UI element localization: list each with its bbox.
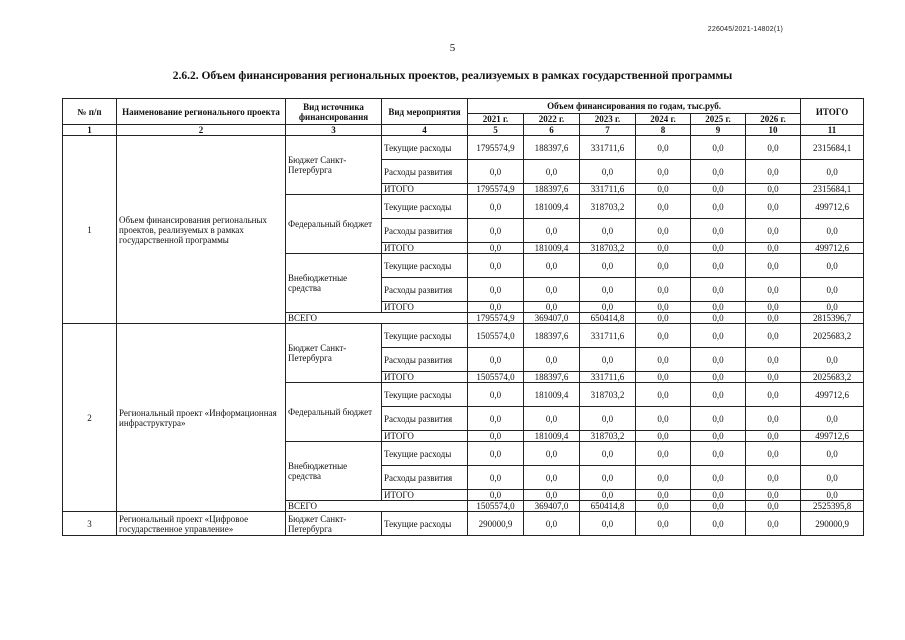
total-cell: 0,0	[801, 348, 864, 372]
total-cell: 0,0	[801, 160, 864, 184]
value-cell: 0,0	[691, 302, 746, 313]
value-cell: 0,0	[580, 278, 636, 302]
value-cell: 0,0	[636, 219, 691, 243]
header-activity: Вид мероприятия	[382, 99, 468, 125]
project-number: 1	[63, 136, 117, 324]
value-cell: 0,0	[468, 219, 524, 243]
value-cell: 188397,6	[524, 324, 580, 348]
value-cell: 0,0	[746, 243, 801, 254]
value-cell: 318703,2	[580, 195, 636, 219]
activity-itogo: ИТОГО	[382, 372, 468, 383]
value-cell: 0,0	[636, 254, 691, 278]
activity-development: Расходы развития	[382, 219, 468, 243]
value-cell: 1505574,0	[468, 372, 524, 383]
value-cell: 0,0	[580, 466, 636, 490]
total-cell: 2315684,1	[801, 136, 864, 160]
value-cell: 0,0	[691, 184, 746, 195]
value-cell: 0,0	[746, 302, 801, 313]
source-federal: Федеральный бюджет	[286, 383, 382, 442]
activity-development: Расходы развития	[382, 466, 468, 490]
header-project: Наименование регионального проекта	[117, 99, 286, 125]
value-cell: 0,0	[468, 160, 524, 184]
value-cell: 318703,2	[580, 431, 636, 442]
value-cell: 188397,6	[524, 136, 580, 160]
table-row	[63, 512, 864, 536]
value-cell: 0,0	[746, 278, 801, 302]
value-cell: 0,0	[636, 160, 691, 184]
value-cell: 181009,4	[524, 383, 580, 407]
activity-current: Текущие расходы	[382, 136, 468, 160]
header-source: Вид источника финансирования	[286, 99, 382, 125]
total-cell: 499712,6	[801, 431, 864, 442]
total-cell: 0,0	[801, 407, 864, 431]
source-budget-spb: Бюджет Санкт-Петербурга	[286, 324, 382, 383]
column-number: 10	[746, 125, 801, 136]
table-row	[63, 324, 864, 348]
activity-itogo: ИТОГО	[382, 490, 468, 501]
value-cell: 0,0	[524, 278, 580, 302]
value-cell: 290000,9	[468, 512, 524, 536]
value-cell: 188397,6	[524, 372, 580, 383]
value-cell: 0,0	[468, 195, 524, 219]
project-name: Региональный проект «Информационная инфраструктура»	[117, 324, 286, 512]
value-cell: 188397,6	[524, 184, 580, 195]
value-cell: 0,0	[746, 490, 801, 501]
section-heading: 2.6.2. Объем финансирования региональных проектов, реализуемых в рамках государственной программы	[172, 70, 733, 82]
value-cell: 1505574,0	[468, 501, 524, 512]
total-cell: 0,0	[801, 302, 864, 313]
activity-itogo: ИТОГО	[382, 302, 468, 313]
activity-development: Расходы развития	[382, 407, 468, 431]
value-cell: 0,0	[580, 302, 636, 313]
value-cell: 0,0	[524, 490, 580, 501]
value-cell: 0,0	[524, 302, 580, 313]
column-number: 3	[286, 125, 382, 136]
activity-itogo: ИТОГО	[382, 431, 468, 442]
vsego-label: ВСЕГО	[286, 313, 468, 324]
value-cell: 0,0	[524, 160, 580, 184]
activity-current: Текущие расходы	[382, 383, 468, 407]
value-cell: 331711,6	[580, 324, 636, 348]
financing-table	[62, 98, 864, 536]
value-cell: 650414,8	[580, 313, 636, 324]
value-cell: 1795574,9	[468, 136, 524, 160]
source-extrabudget: Внебюджетные средства	[286, 254, 382, 313]
value-cell: 0,0	[691, 466, 746, 490]
source-federal: Федеральный бюджет	[286, 195, 382, 254]
project-number: 3	[63, 512, 117, 536]
value-cell: 0,0	[636, 466, 691, 490]
value-cell: 0,0	[691, 243, 746, 254]
value-cell: 0,0	[691, 219, 746, 243]
value-cell: 0,0	[746, 136, 801, 160]
activity-current: Текущие расходы	[382, 324, 468, 348]
header-year: 2023 г.	[580, 114, 636, 125]
value-cell: 0,0	[636, 184, 691, 195]
project-name: Региональный проект «Цифровое государственное управление»	[117, 512, 286, 536]
total-cell: 499712,6	[801, 383, 864, 407]
value-cell: 318703,2	[580, 243, 636, 254]
value-cell: 1505574,0	[468, 324, 524, 348]
value-cell: 0,0	[746, 383, 801, 407]
total-cell: 0,0	[801, 466, 864, 490]
header-num: № п/п	[63, 99, 117, 125]
value-cell: 0,0	[636, 195, 691, 219]
value-cell: 0,0	[580, 254, 636, 278]
page-number: 5	[449, 42, 456, 54]
value-cell: 0,0	[691, 324, 746, 348]
header-year: 2026 г.	[746, 114, 801, 125]
column-number: 5	[468, 125, 524, 136]
value-cell: 0,0	[691, 501, 746, 512]
value-cell: 0,0	[468, 442, 524, 466]
column-number: 7	[580, 125, 636, 136]
value-cell: 0,0	[524, 512, 580, 536]
document-id: 226045/2021-14802(1)	[707, 26, 783, 33]
value-cell: 0,0	[468, 278, 524, 302]
column-number: 8	[636, 125, 691, 136]
value-cell: 331711,6	[580, 184, 636, 195]
value-cell: 0,0	[580, 348, 636, 372]
value-cell: 0,0	[746, 160, 801, 184]
value-cell: 0,0	[746, 313, 801, 324]
column-number: 2	[117, 125, 286, 136]
value-cell: 0,0	[691, 313, 746, 324]
column-number: 11	[801, 125, 864, 136]
value-cell: 0,0	[636, 324, 691, 348]
table-header	[63, 99, 864, 136]
value-cell: 0,0	[580, 160, 636, 184]
value-cell: 0,0	[580, 219, 636, 243]
total-cell: 0,0	[801, 442, 864, 466]
project-name: Объем финансирования региональных проектов, реализуемых в рамках государственной программы	[117, 136, 286, 324]
total-cell: 2315684,1	[801, 184, 864, 195]
header-total: ИТОГО	[801, 99, 864, 125]
value-cell: 0,0	[691, 512, 746, 536]
column-number: 1	[63, 125, 117, 136]
value-cell: 0,0	[746, 184, 801, 195]
value-cell: 0,0	[524, 407, 580, 431]
activity-current: Текущие расходы	[382, 512, 468, 536]
value-cell: 0,0	[524, 442, 580, 466]
value-cell: 0,0	[691, 136, 746, 160]
activity-current: Текущие расходы	[382, 195, 468, 219]
total-cell: 499712,6	[801, 243, 864, 254]
value-cell: 0,0	[691, 348, 746, 372]
value-cell: 0,0	[580, 490, 636, 501]
value-cell: 181009,4	[524, 431, 580, 442]
header-year: 2022 г.	[524, 114, 580, 125]
total-cell: 0,0	[801, 219, 864, 243]
value-cell: 0,0	[524, 348, 580, 372]
value-cell: 181009,4	[524, 243, 580, 254]
column-number-row	[63, 125, 864, 136]
table-body	[63, 136, 864, 536]
value-cell: 0,0	[636, 512, 691, 536]
value-cell: 0,0	[468, 407, 524, 431]
value-cell: 0,0	[691, 407, 746, 431]
value-cell: 0,0	[691, 278, 746, 302]
value-cell: 1795574,9	[468, 313, 524, 324]
table-row	[63, 136, 864, 160]
value-cell: 0,0	[746, 501, 801, 512]
activity-itogo: ИТОГО	[382, 184, 468, 195]
value-cell: 0,0	[746, 219, 801, 243]
value-cell: 318703,2	[580, 383, 636, 407]
value-cell: 0,0	[524, 219, 580, 243]
value-cell: 0,0	[468, 490, 524, 501]
source-extrabudget: Внебюджетные средства	[286, 442, 382, 501]
value-cell: 0,0	[468, 348, 524, 372]
value-cell: 0,0	[636, 243, 691, 254]
value-cell: 0,0	[746, 254, 801, 278]
value-cell: 0,0	[580, 442, 636, 466]
value-cell: 0,0	[746, 466, 801, 490]
value-cell: 0,0	[468, 243, 524, 254]
total-cell: 290000,9	[801, 512, 864, 536]
vsego-label: ВСЕГО	[286, 501, 468, 512]
value-cell: 0,0	[691, 431, 746, 442]
value-cell: 0,0	[746, 431, 801, 442]
total-cell: 2025683,2	[801, 324, 864, 348]
total-cell: 2025683,2	[801, 372, 864, 383]
value-cell: 331711,6	[580, 372, 636, 383]
value-cell: 650414,8	[580, 501, 636, 512]
source-budget-spb: Бюджет Санкт-Петербурга	[286, 136, 382, 195]
value-cell: 0,0	[524, 466, 580, 490]
value-cell: 0,0	[636, 442, 691, 466]
value-cell: 0,0	[636, 372, 691, 383]
value-cell: 0,0	[524, 254, 580, 278]
value-cell: 0,0	[746, 442, 801, 466]
activity-development: Расходы развития	[382, 348, 468, 372]
value-cell: 0,0	[636, 407, 691, 431]
header-year: 2024 г.	[636, 114, 691, 125]
value-cell: 369407,0	[524, 501, 580, 512]
value-cell: 0,0	[580, 512, 636, 536]
activity-current: Текущие расходы	[382, 254, 468, 278]
value-cell: 0,0	[746, 512, 801, 536]
header-year: 2021 г.	[468, 114, 524, 125]
value-cell: 0,0	[636, 313, 691, 324]
value-cell: 0,0	[636, 383, 691, 407]
value-cell: 0,0	[636, 501, 691, 512]
value-cell: 0,0	[746, 348, 801, 372]
value-cell: 0,0	[636, 136, 691, 160]
total-cell: 0,0	[801, 490, 864, 501]
source-budget-spb: Бюджет Санкт-Петербурга	[286, 512, 382, 536]
value-cell: 0,0	[746, 407, 801, 431]
value-cell: 0,0	[691, 254, 746, 278]
value-cell: 0,0	[468, 431, 524, 442]
value-cell: 181009,4	[524, 195, 580, 219]
header-year: 2025 г.	[691, 114, 746, 125]
column-number: 9	[691, 125, 746, 136]
total-cell: 0,0	[801, 278, 864, 302]
value-cell: 0,0	[636, 490, 691, 501]
value-cell: 0,0	[580, 407, 636, 431]
activity-current: Текущие расходы	[382, 442, 468, 466]
value-cell: 0,0	[691, 160, 746, 184]
total-cell: 0,0	[801, 254, 864, 278]
total-cell: 499712,6	[801, 195, 864, 219]
value-cell: 0,0	[636, 348, 691, 372]
column-number: 4	[382, 125, 468, 136]
value-cell: 0,0	[691, 442, 746, 466]
activity-development: Расходы развития	[382, 160, 468, 184]
value-cell: 0,0	[636, 302, 691, 313]
value-cell: 0,0	[691, 490, 746, 501]
value-cell: 0,0	[468, 302, 524, 313]
value-cell: 0,0	[691, 372, 746, 383]
value-cell: 0,0	[468, 383, 524, 407]
value-cell: 369407,0	[524, 313, 580, 324]
value-cell: 0,0	[691, 195, 746, 219]
value-cell: 0,0	[636, 278, 691, 302]
value-cell: 0,0	[468, 466, 524, 490]
activity-itogo: ИТОГО	[382, 243, 468, 254]
total-cell: 2815396,7	[801, 313, 864, 324]
value-cell: 0,0	[746, 372, 801, 383]
value-cell: 0,0	[746, 195, 801, 219]
value-cell: 0,0	[636, 431, 691, 442]
value-cell: 0,0	[468, 254, 524, 278]
value-cell: 1795574,9	[468, 184, 524, 195]
header-volume: Объем финансирования по годам, тыс.руб.	[468, 99, 801, 114]
value-cell: 0,0	[691, 383, 746, 407]
project-number: 2	[63, 324, 117, 512]
total-cell: 2525395,8	[801, 501, 864, 512]
column-number: 6	[524, 125, 580, 136]
value-cell: 0,0	[746, 324, 801, 348]
activity-development: Расходы развития	[382, 278, 468, 302]
value-cell: 331711,6	[580, 136, 636, 160]
